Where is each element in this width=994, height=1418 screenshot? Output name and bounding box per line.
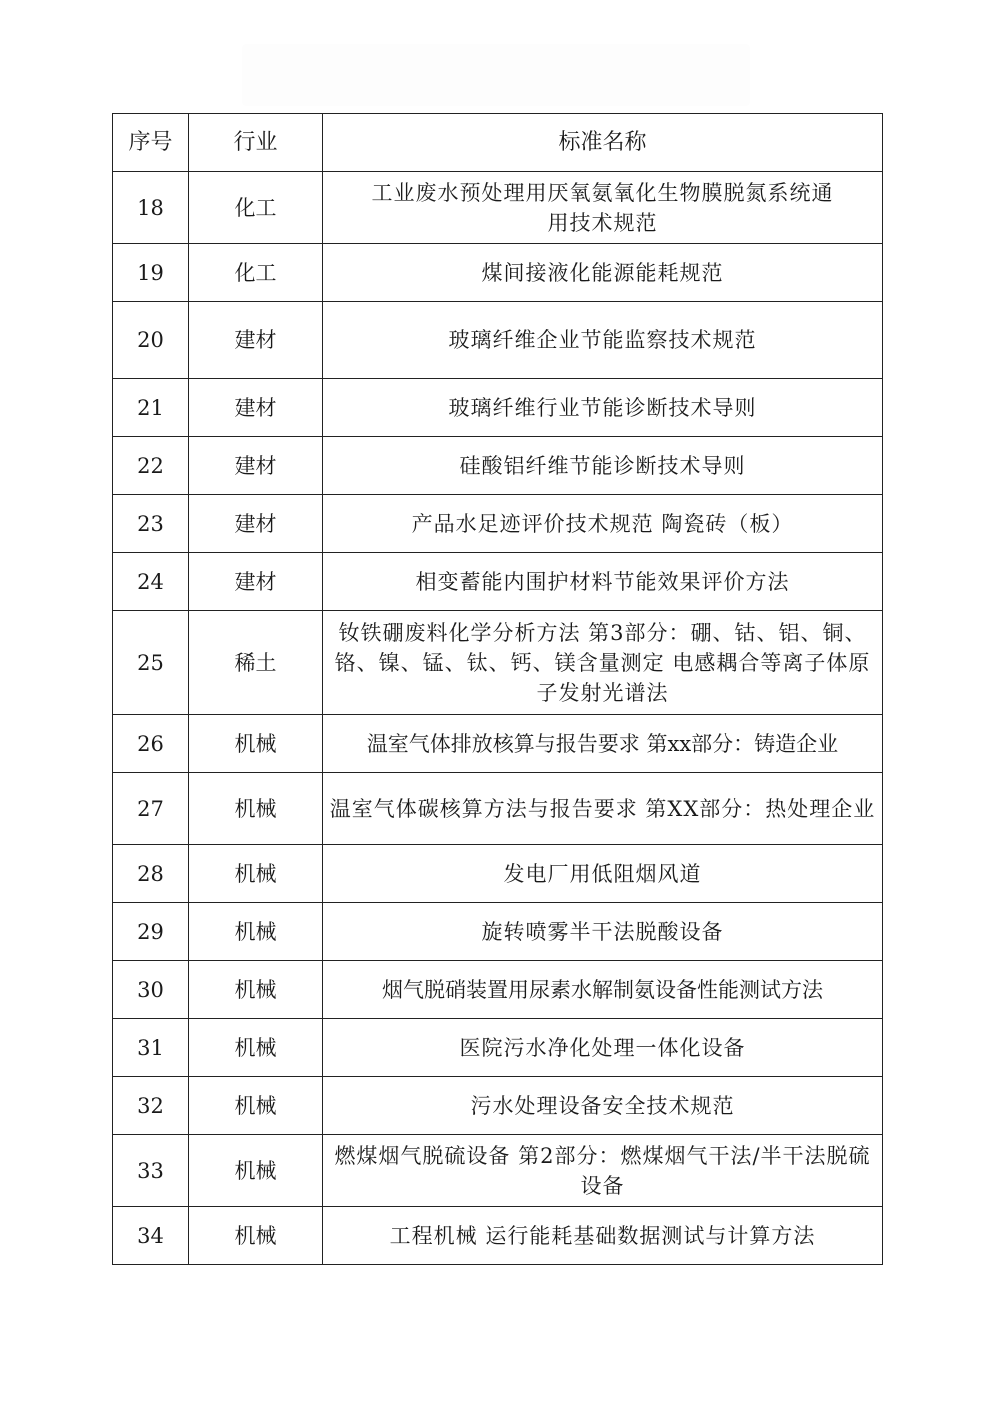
table-row: [113, 611, 883, 715]
row-name: 烟气脱硝装置用尿素水解制氨设备性能测试方法: [323, 961, 883, 1019]
row-name: 温室气体排放核算与报告要求 第xx部分：铸造企业: [323, 715, 883, 773]
row-industry: 建材: [189, 379, 323, 437]
row-no: 22: [113, 437, 189, 495]
table-row: [113, 1019, 883, 1077]
watermark: [242, 44, 750, 106]
row-no: 31: [113, 1019, 189, 1077]
table-row: [113, 961, 883, 1019]
table-header-row: [113, 114, 883, 172]
row-industry: 机械: [189, 903, 323, 961]
row-name: 产品水足迹评价技术规范 陶瓷砖（板）: [323, 495, 883, 553]
table-row: [113, 172, 883, 244]
row-industry: 建材: [189, 437, 323, 495]
row-name: 旋转喷雾半干法脱酸设备: [323, 903, 883, 961]
row-name: 硅酸铝纤维节能诊断技术导则: [323, 437, 883, 495]
table-row: [113, 437, 883, 495]
row-industry: 机械: [189, 845, 323, 903]
table-row: [113, 553, 883, 611]
table-row: [113, 715, 883, 773]
row-name: 温室气体碳核算方法与报告要求 第XX部分：热处理企业: [323, 773, 883, 845]
table-row: [113, 845, 883, 903]
header-no: 序号: [113, 114, 189, 172]
row-no: 25: [113, 611, 189, 715]
table-row: [113, 903, 883, 961]
row-industry: 机械: [189, 715, 323, 773]
table-row: [113, 244, 883, 302]
row-industry: 建材: [189, 553, 323, 611]
table-row: [113, 1135, 883, 1207]
standards-table: [112, 113, 883, 1265]
row-name: 发电厂用低阻烟风道: [323, 845, 883, 903]
row-name: 钕铁硼废料化学分析方法 第3部分：硼、钴、铝、铜、铬、镍、锰、钛、钙、镁含量测定 电感耦合等离子体原子发射光谱法: [323, 611, 883, 715]
row-no: 26: [113, 715, 189, 773]
row-name: 玻璃纤维企业节能监察技术规范: [323, 302, 883, 379]
table-row: [113, 1207, 883, 1265]
row-name: 工业废水预处理用厌氧氨氧化生物膜脱氮系统通用技术规范: [323, 172, 883, 244]
row-industry: 建材: [189, 302, 323, 379]
header-name: 标准名称: [323, 114, 883, 172]
row-industry: 机械: [189, 1019, 323, 1077]
row-no: 21: [113, 379, 189, 437]
table-row: [113, 379, 883, 437]
row-no: 28: [113, 845, 189, 903]
row-industry: 机械: [189, 1135, 323, 1207]
row-no: 30: [113, 961, 189, 1019]
row-industry: 建材: [189, 495, 323, 553]
row-no: 18: [113, 172, 189, 244]
header-industry: 行业: [189, 114, 323, 172]
table-row: [113, 495, 883, 553]
row-industry: 机械: [189, 961, 323, 1019]
row-no: 23: [113, 495, 189, 553]
row-no: 29: [113, 903, 189, 961]
row-name: 污水处理设备安全技术规范: [323, 1077, 883, 1135]
row-no: 32: [113, 1077, 189, 1135]
row-no: 27: [113, 773, 189, 845]
row-no: 33: [113, 1135, 189, 1207]
row-no: 34: [113, 1207, 189, 1265]
row-name: 煤间接液化能源能耗规范: [323, 244, 883, 302]
row-name: 工程机械 运行能耗基础数据测试与计算方法: [323, 1207, 883, 1265]
row-no: 20: [113, 302, 189, 379]
row-industry: 机械: [189, 1207, 323, 1265]
row-industry: 机械: [189, 1077, 323, 1135]
row-industry: 稀土: [189, 611, 323, 715]
table-row: [113, 302, 883, 379]
row-name: 相变蓄能内围护材料节能效果评价方法: [323, 553, 883, 611]
table-row: [113, 1077, 883, 1135]
row-no: 24: [113, 553, 189, 611]
row-industry: 化工: [189, 244, 323, 302]
row-name: 玻璃纤维行业节能诊断技术导则: [323, 379, 883, 437]
row-name: 医院污水净化处理一体化设备: [323, 1019, 883, 1077]
row-no: 19: [113, 244, 189, 302]
row-name: 燃煤烟气脱硫设备 第2部分：燃煤烟气干法/半干法脱硫设备: [323, 1135, 883, 1207]
table-row: [113, 773, 883, 845]
row-industry: 机械: [189, 773, 323, 845]
row-industry: 化工: [189, 172, 323, 244]
